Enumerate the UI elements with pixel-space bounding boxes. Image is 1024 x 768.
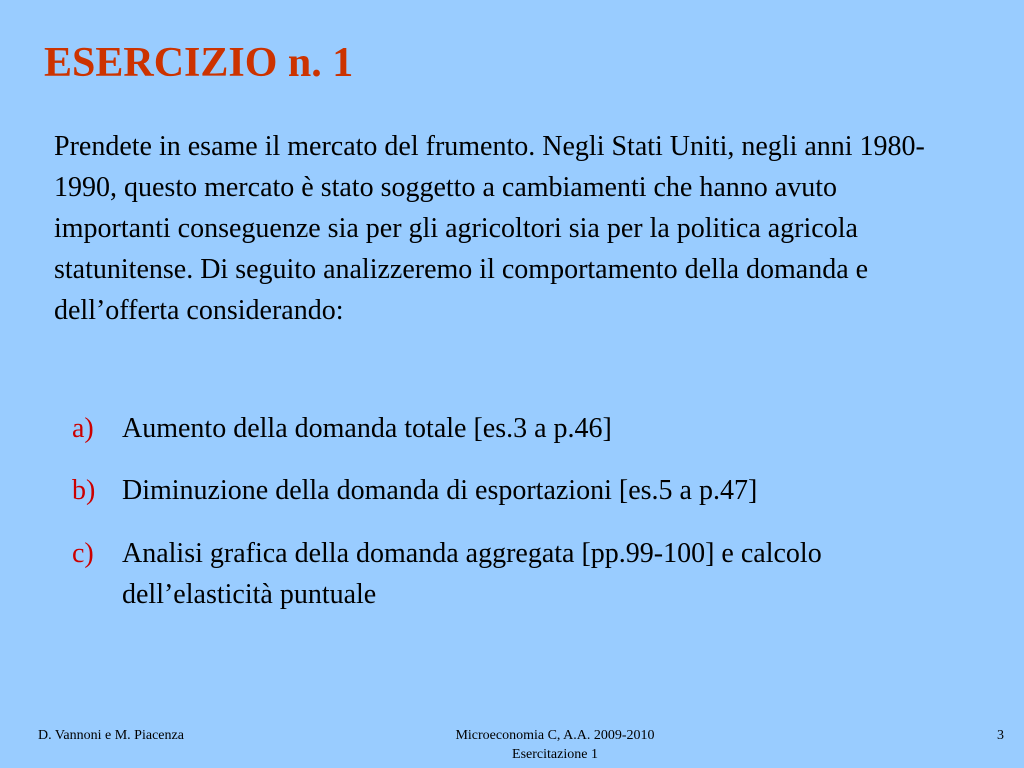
item-text: Aumento della domanda totale [es.3 a p.46] [122,413,612,444]
slide-title: ESERCIZIO n. 1 [44,40,354,86]
list-item [72,470,952,511]
footer-course [405,726,705,764]
list-item [72,408,952,449]
item-letter: a) [72,413,94,444]
list-item [72,533,952,615]
item-letter: b) [72,475,96,506]
item-letter: c) [72,538,94,569]
item-text: Analisi grafica della domanda aggregata [pp.99-100] e calcolo dell’elasticità puntuale [122,538,822,610]
footer-authors: D. Vannoni e M. Piacenza [38,728,184,743]
item-text: Diminuzione della domanda di esportazioni [es.5 a p.47] [122,475,758,506]
footer-course-line1: Microeconomia C, A.A. 2009-2010 [455,728,655,743]
footer-course-line2: Esercitazione 1 [512,747,598,762]
intro-paragraph: Prendete in esame il mercato del frumento. Negli Stati Uniti, negli anni 1980-1990, questo mercato è stato soggetto a cambiamenti che hanno avuto importanti conseguenze sia per gli agricoltori sia per la politica agricola statunitense. Di seguito analizzeremo il comportamento della domanda e dell’offerta considerando: [54,131,925,326]
page-number: 3 [997,728,1004,743]
